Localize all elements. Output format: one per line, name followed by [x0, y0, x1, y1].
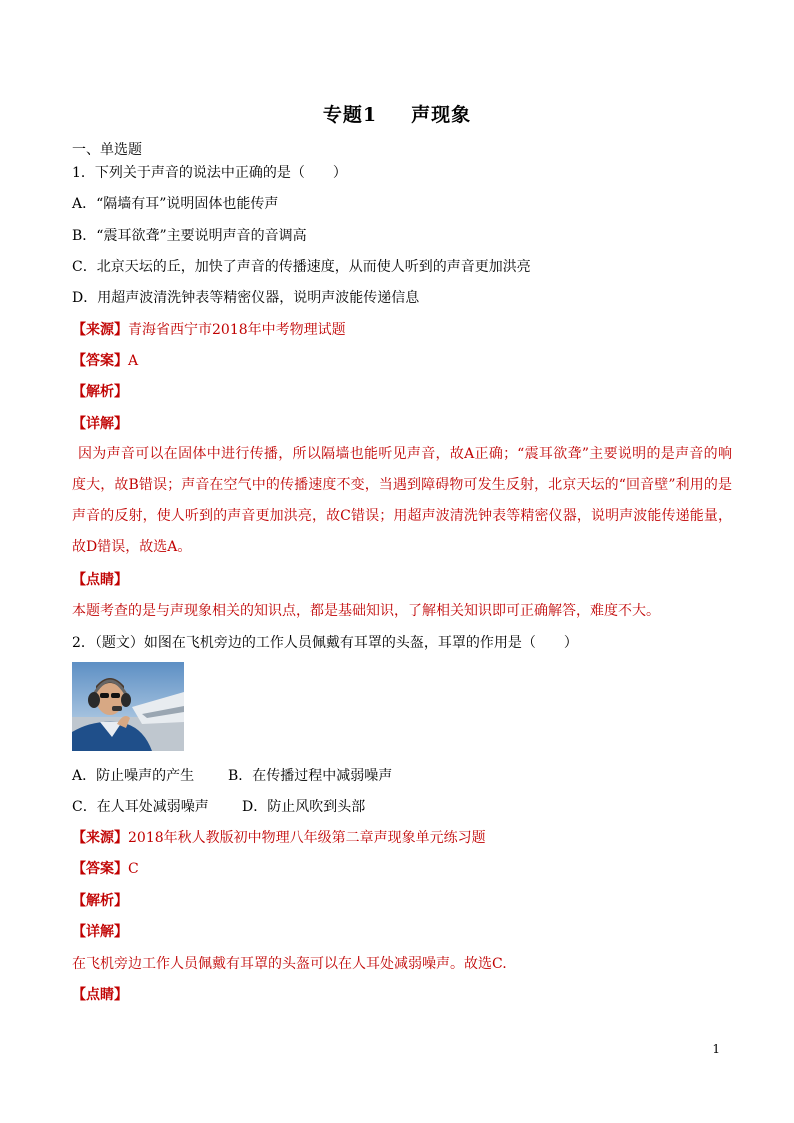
q1-analysis-tag: 【解析】	[72, 384, 128, 400]
q1-comment-tag: 【点睛】	[72, 572, 128, 588]
q2-stem: 2．（题文）如图在飞机旁边的工作人员佩戴有耳罩的头盔，耳罩的作用是（ ）	[72, 635, 578, 651]
q2-source-text: 2018年秋人教版初中物理八年级第二章声现象单元练习题	[128, 830, 486, 846]
q2-detail-tag: 【详解】	[72, 924, 128, 940]
page-title	[0, 100, 794, 127]
q1-stem: 1．下列关于声音的说法中正确的是（ ）	[72, 165, 347, 181]
q1-detail-text: 因为声音可以在固体中进行传播，所以隔墙也能听见声音，故A正确；“震耳欲聋”主要说明的是声音的响度大，故B错误；声音在空气中的传播速度不变，当遇到障碍物可发生反射，北京天坛的“回音壁”利用的是声音的反射，使人听到的声音更加洪亮，故C错误；用超声波清洗钟表等精密仪器，说明声波能传递能量，故D错误，故选A。	[72, 446, 732, 555]
q2-source	[72, 829, 486, 847]
title-topic-number: 专题1	[322, 104, 378, 126]
q2-answer-tag: 【答案】	[72, 861, 128, 877]
q2-options-row-2	[72, 798, 365, 816]
q2-answer-value: C	[128, 861, 139, 877]
q2-options-row-1	[72, 767, 392, 785]
q1-option-b: B．“震耳欲聋”主要说明声音的音调高	[72, 228, 307, 244]
q2-option-b: B．在传播过程中减弱噪声	[228, 768, 393, 784]
q2-comment-tag: 【点睛】	[72, 987, 128, 1003]
q1-comment-text: 本题考查的是与声现象相关的知识点，都是基础知识，了解相关知识即可正确解答，难度不大。	[72, 603, 660, 619]
q2-option-c: C．在人耳处减弱噪声	[72, 799, 209, 815]
title-topic-name: 声现象	[411, 104, 472, 126]
q1-answer	[72, 352, 138, 370]
q1-detail-tag: 【详解】	[72, 416, 128, 432]
q1-answer-tag: 【答案】	[72, 353, 128, 369]
q1-option-a: A．“隔墙有耳”说明固体也能传声	[72, 196, 279, 212]
q1-source	[72, 321, 346, 339]
worker-with-earmuffs-photo	[72, 662, 184, 751]
q2-answer	[72, 860, 139, 878]
q1-answer-value: A	[128, 353, 139, 369]
q2-option-d: D．防止风吹到头部	[242, 799, 366, 815]
q2-detail-text: 在飞机旁边工作人员佩戴有耳罩的头盔可以在人耳处减弱噪声。故选C.	[72, 956, 507, 972]
photo-illustration	[72, 662, 184, 751]
q2-option-a: A．防止噪声的产生	[72, 768, 195, 784]
q1-option-c: C．北京天坛的丘，加快了声音的传播速度，从而使人听到的声音更加洪亮	[72, 259, 531, 275]
q1-source-tag: 【来源】	[72, 322, 128, 338]
page-number: 1	[712, 1042, 720, 1056]
q1-source-text: 青海省西宁市2018年中考物理试题	[128, 322, 346, 338]
q1-option-d: D．用超声波清洗钟表等精密仪器，说明声波能传递信息	[72, 290, 420, 306]
section-heading: 一、单选题	[72, 142, 142, 158]
q2-source-tag: 【来源】	[72, 830, 128, 846]
q2-analysis-tag: 【解析】	[72, 893, 128, 909]
